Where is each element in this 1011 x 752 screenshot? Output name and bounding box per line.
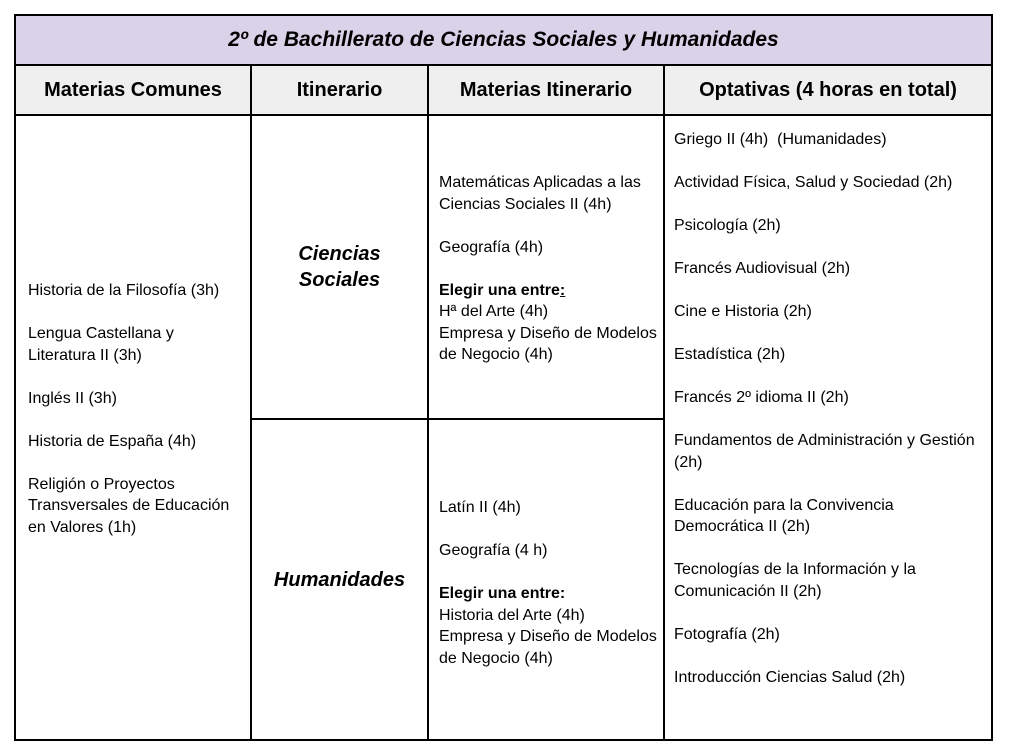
elegir-label: Elegir una entre <box>439 281 560 299</box>
option-item: Empresa y Diseño de Modelos de Negocio (4h) <box>439 628 657 667</box>
itinerario-label: Humanidades <box>273 568 406 591</box>
list-item: Francés Audiovisual (2h) <box>674 260 851 277</box>
option-item: Hª del Arte (4h) <box>439 303 549 320</box>
divider <box>16 114 991 116</box>
list-item: Fotografía (2h) <box>674 625 780 643</box>
divider <box>427 66 429 739</box>
header-materias-comunes: Materias Comunes <box>16 66 250 114</box>
list-item: Lengua Castellana y Literatura II (3h) <box>28 325 174 364</box>
list-item: Inglés II (3h) <box>28 389 117 407</box>
optativas-list <box>674 129 984 688</box>
elegir-colon: : <box>559 281 566 299</box>
elegir-group <box>439 280 657 366</box>
option-item: Historia del Arte (4h) <box>439 606 585 624</box>
header-materias-itinerario: Materias Itinerario <box>429 66 663 114</box>
list-item: Francés 2º idioma II (2h) <box>674 389 849 406</box>
list-item: Tecnologías de la Información y la Comunicación II (2h) <box>674 561 916 600</box>
divider <box>663 66 665 739</box>
table-title: 2º de Bachillerato de Ciencias Sociales y Humanidades <box>16 16 991 64</box>
list-item: Fundamentos de Administración y Gestión (2h) <box>674 432 975 471</box>
list-item: Historia de la Filosofía (3h) <box>28 282 220 299</box>
list-item: Estadística (2h) <box>674 346 786 363</box>
list-item: Geografía (4h) <box>439 238 544 256</box>
list-item: Latín II (4h) <box>439 499 521 516</box>
list-item: Educación para la Convivencia Democrática II (2h) <box>674 496 894 535</box>
list-item: Historia de España (4h) <box>28 432 197 450</box>
list-item: Religión o Proyectos Transversales de Educación en Valores (1h) <box>28 475 230 536</box>
list-item: Griego II (4h) (Humanidades) <box>674 131 887 148</box>
materias-humanidades <box>439 497 657 669</box>
itinerario-ciencias-sociales <box>252 116 427 418</box>
header-itinerario: Itinerario <box>252 66 427 114</box>
materias-ciencias-sociales <box>439 172 657 366</box>
itinerario-label: Ciencias Sociales <box>298 243 381 291</box>
list-item: Cine e Historia (2h) <box>674 303 812 320</box>
header-optativas: Optativas (4 horas en total) <box>665 66 991 114</box>
list-item: Actividad Física, Salud y Sociedad (2h) <box>674 174 953 191</box>
list-item: Geografía (4 h) <box>439 542 548 559</box>
comunes-list <box>28 280 238 538</box>
option-item: Empresa y Diseño de Modelos de Negocio (4h) <box>439 324 657 363</box>
list-item: Psicología (2h) <box>674 217 781 234</box>
elegir-group <box>439 583 657 669</box>
elegir-label: Elegir una entre: <box>439 585 566 602</box>
itinerario-humanidades <box>252 420 427 739</box>
list-item: Introducción Ciencias Salud (2h) <box>674 668 906 686</box>
list-item: Matemáticas Aplicadas a las Ciencias Sociales II (4h) <box>439 174 641 213</box>
schedule-table <box>14 14 993 741</box>
